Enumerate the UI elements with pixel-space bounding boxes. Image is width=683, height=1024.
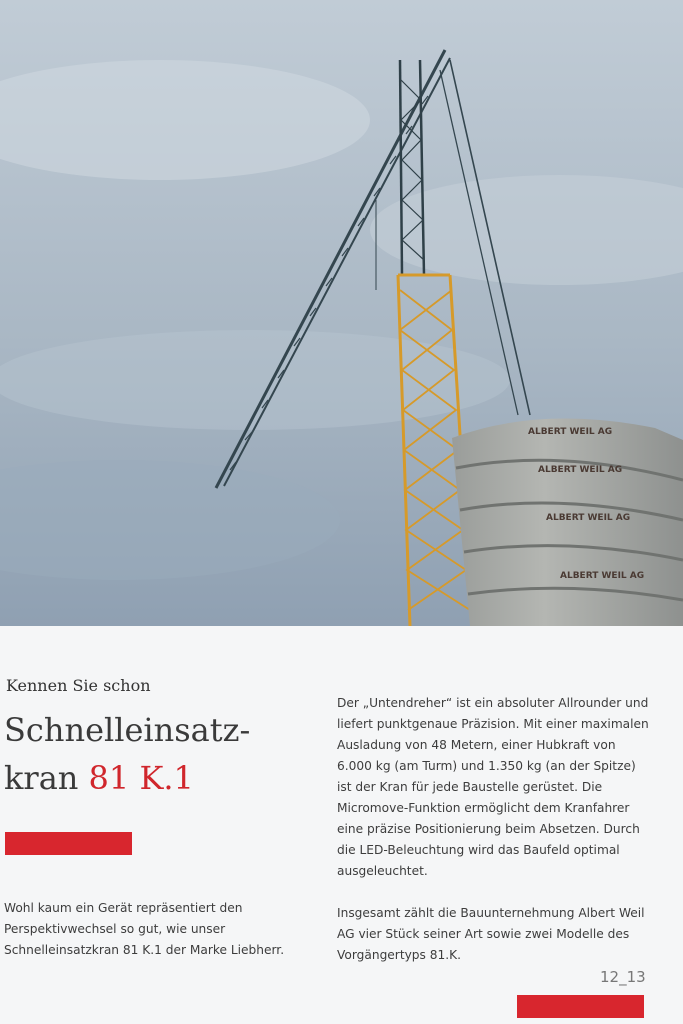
title-line-1: Schnelleinsatz- <box>4 711 251 749</box>
body-line: Ausladung von 48 Metern, einer Hubkraft von <box>337 738 616 752</box>
body-line: Vorgängertyps 81.K. <box>337 948 462 962</box>
page-title <box>4 706 324 802</box>
body-text <box>337 693 667 966</box>
concrete-silo <box>452 419 683 626</box>
kicker: Kennen Sie schon <box>6 676 151 695</box>
body-line: Micromove-Funktion ermöglicht dem Kranfahrer <box>337 801 630 815</box>
body-line: ausgeleuchtet. <box>337 864 428 878</box>
title-prefix: kran <box>4 759 89 797</box>
silo-label: ALBERT WEIL AG <box>528 427 613 437</box>
title-model: 81 K.1 <box>88 759 194 797</box>
intro-line: Wohl kaum ein Gerät repräsentiert den <box>4 901 243 915</box>
silo-label: ALBERT WEIL AG <box>546 513 631 523</box>
body-paragraph-1 <box>337 693 667 882</box>
body-line: ist der Kran für jede Baustelle gerüstet. Die <box>337 780 603 794</box>
body-line: liefert punktgenaue Präzision. Mit einer maximalen <box>337 717 649 731</box>
intro-line: Schnelleinsatzkran 81 K.1 der Marke Liebherr. <box>4 943 285 957</box>
accent-bar <box>517 995 644 1018</box>
body-line: Insgesamt zählt die Bauunternehmung Albert Weil <box>337 906 645 920</box>
silo-label: ALBERT WEIL AG <box>560 571 645 581</box>
body-line: Der „Untendreher“ ist ein absoluter Allrounder und <box>337 696 649 710</box>
body-line: die LED-Beleuchtung wird das Baufeld optimal <box>337 843 620 857</box>
body-line: 6.000 kg (am Turm) und 1.350 kg (an der Spitze) <box>337 759 636 773</box>
accent-bar <box>5 832 132 855</box>
body-line: eine präzise Positionierung beim Absetzen. Durch <box>337 822 640 836</box>
silo-label: ALBERT WEIL AG <box>538 465 623 475</box>
body-paragraph-2 <box>337 903 667 966</box>
intro-text <box>4 898 304 961</box>
title-line-2 <box>4 754 324 802</box>
intro-line: Perspektivwechsel so gut, wie unser <box>4 922 226 936</box>
page-number: 12_13 <box>600 968 646 986</box>
body-line: AG vier Stück seiner Art sowie zwei Modelle des <box>337 927 630 941</box>
